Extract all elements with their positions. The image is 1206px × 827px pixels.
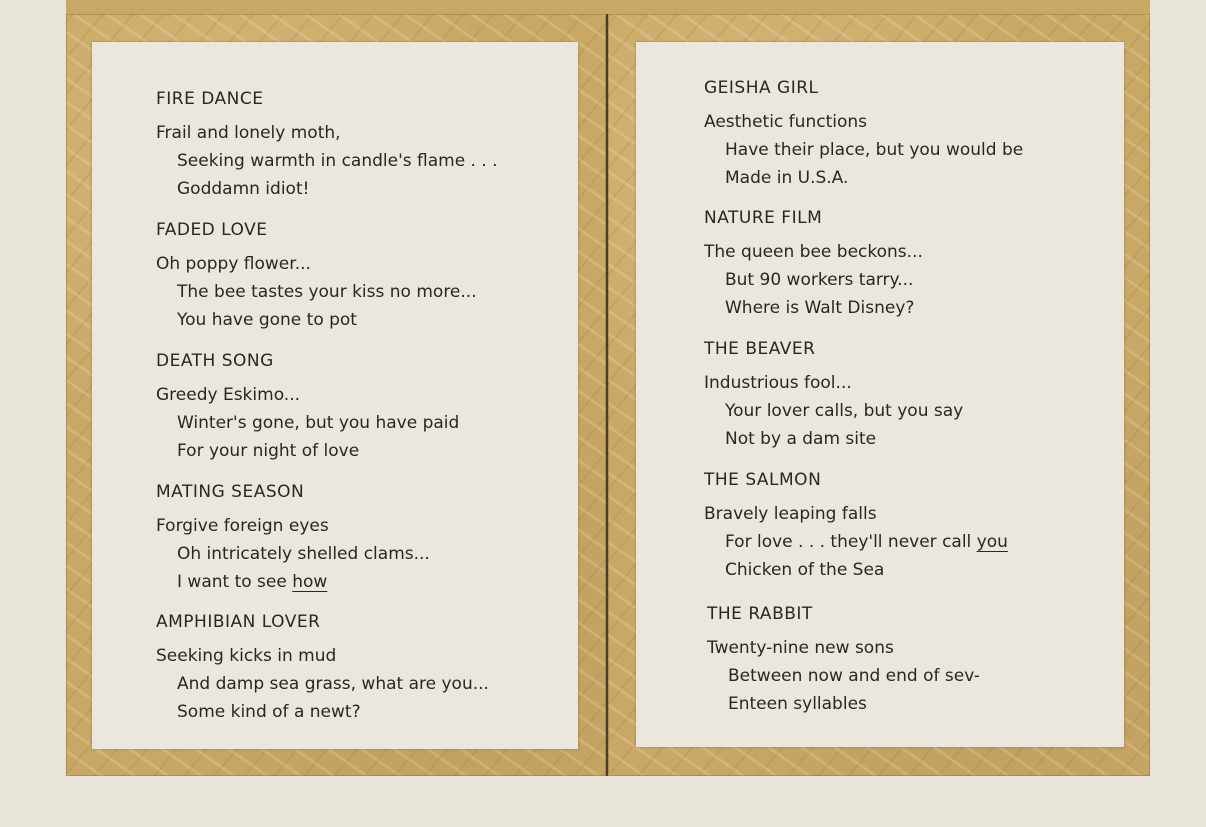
poem-line: Goddamn idiot! xyxy=(177,179,310,199)
poem-line: The bee tastes your kiss no more... xyxy=(177,282,477,302)
poem-line: Where is Walt Disney? xyxy=(725,298,915,318)
poem-the-salmon xyxy=(704,470,1008,584)
poem-title: AMPHIBIAN LOVER xyxy=(156,612,321,632)
top-border-strip xyxy=(66,0,1150,14)
poem-line: Some kind of a newt? xyxy=(177,702,361,722)
poem-line: For your night of love xyxy=(177,441,360,461)
poem-line: Industrious fool... xyxy=(704,373,852,393)
underlined-word: you xyxy=(976,532,1008,552)
poem-line: Seeking kicks in mud xyxy=(156,646,337,666)
poem-line: Forgive foreign eyes xyxy=(156,516,329,536)
poem-title: THE SALMON xyxy=(704,470,822,490)
poem-the-rabbit xyxy=(707,604,980,718)
poem-death-song xyxy=(156,351,459,465)
poem-faded-love xyxy=(156,220,477,334)
poem-line: Twenty-nine new sons xyxy=(707,638,894,658)
right-page-card xyxy=(636,42,1124,747)
poem-line: Between now and end of sev- xyxy=(728,666,980,686)
poem-title: THE RABBIT xyxy=(707,604,813,624)
poem-line: Bravely leaping falls xyxy=(704,504,877,524)
poem-line-text: For love . . . they'll never call xyxy=(725,532,977,552)
poem-line-text: I want to see xyxy=(177,572,293,592)
poem-title: DEATH SONG xyxy=(156,351,274,371)
poem-line: Oh intricately shelled clams... xyxy=(177,544,430,564)
left-page-card xyxy=(92,42,578,749)
poem-line xyxy=(704,528,1008,556)
poem-line: Greedy Eskimo... xyxy=(156,385,301,405)
poem-line xyxy=(156,568,430,596)
poem-title: THE BEAVER xyxy=(704,339,816,359)
poem-amphibian-lover xyxy=(156,612,489,726)
poem-line: Oh poppy flower... xyxy=(156,254,311,274)
poem-nature-film xyxy=(704,208,923,322)
poem-title: MATING SEASON xyxy=(156,482,305,502)
poem-geisha-girl xyxy=(704,78,1023,192)
poem-title: NATURE FILM xyxy=(704,208,823,228)
poem-line: Frail and lonely moth, xyxy=(156,123,341,143)
poem-line: Chicken of the Sea xyxy=(725,560,885,580)
poem-line: But 90 workers tarry... xyxy=(725,270,914,290)
poem-title: GEISHA GIRL xyxy=(704,78,819,98)
poem-title: FADED LOVE xyxy=(156,220,268,240)
booklet-spread xyxy=(66,14,1150,776)
poem-line: And damp sea grass, what are you... xyxy=(177,674,489,694)
poem-fire-dance xyxy=(156,89,498,203)
left-page-frame xyxy=(66,14,606,776)
poem-line: Winter's gone, but you have paid xyxy=(177,413,460,433)
poem-mating-season xyxy=(156,482,430,596)
poem-line: You have gone to pot xyxy=(177,310,357,330)
poem-line: Not by a dam site xyxy=(725,429,877,449)
poem-the-beaver xyxy=(704,339,963,453)
poem-line: Made in U.S.A. xyxy=(725,168,849,188)
poem-line: Have their place, but you would be xyxy=(725,140,1024,160)
poem-title: FIRE DANCE xyxy=(156,89,264,109)
poem-line: The queen bee beckons... xyxy=(704,242,923,262)
poem-line: Aesthetic functions xyxy=(704,112,867,132)
poem-line: Your lover calls, but you say xyxy=(725,401,964,421)
poem-line: Seeking warmth in candle's flame . . . xyxy=(177,151,498,171)
poem-line: Enteen syllables xyxy=(728,694,867,714)
right-page-frame xyxy=(608,14,1150,776)
underlined-word: how xyxy=(292,572,328,592)
